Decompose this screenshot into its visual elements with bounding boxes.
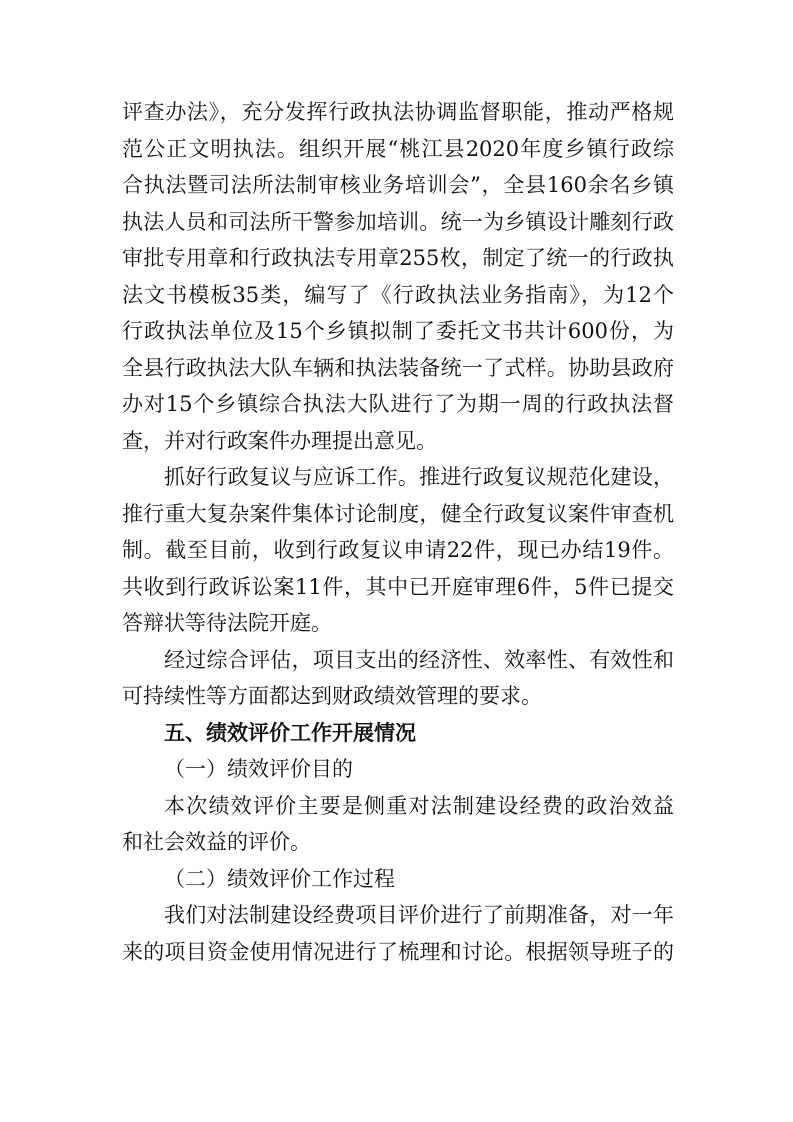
- text-line: 经过综合评估，项目支出的经济性、效率性、有效性和: [164, 647, 674, 672]
- text-line: 审批专用章和行政执法专用章255枚，制定了统一的行政执: [122, 246, 674, 270]
- text-line: 查，并对行政案件办理提出意见。: [122, 428, 437, 453]
- paragraph-2: [122, 459, 674, 642]
- text-line: 可持续性等方面都达到财政绩效管理的要求。: [122, 684, 542, 708]
- text-line: 我们对法制建设经费项目评价进行了前期准备，对一年: [164, 903, 674, 927]
- text-line: 范公正文明执法。组织开展“桃江县2020年度乡镇行政综: [122, 136, 674, 161]
- section-heading: 五、绩效评价工作开展情况: [164, 720, 416, 745]
- document-page: [122, 94, 674, 970]
- text-line: 本次绩效评价主要是侧重对法制建设经费的政治效益: [164, 793, 674, 818]
- text-line: 法文书模板35类，编写了《行政执法业务指南》，为12个: [122, 282, 674, 307]
- text-line: 办对15个乡镇综合执法大队进行了为期一周的行政执法督: [122, 392, 674, 416]
- subsection-heading-1: （一）绩效评价目的: [164, 757, 353, 781]
- text-line: 共收到行政诉讼案11件，其中已开庭审理6件，5件已提交: [122, 574, 674, 599]
- text-line: 抓好行政复议与应诉工作。推进行政复议规范化建设，: [164, 465, 674, 489]
- text-line: 行政执法单位及15个乡镇拟制了委托文书共计600份，为: [122, 319, 674, 343]
- text-line: 和社会效益的评价。: [122, 830, 311, 854]
- text-line: 执法人员和司法所干警参加培训。统一为乡镇设计雕刻行政: [122, 209, 674, 234]
- paragraph-5: [122, 897, 674, 970]
- text-line: 评查办法》，充分发挥行政执法协调监督职能，推动严格规: [122, 100, 674, 124]
- text-line: 制。截至目前，收到行政复议申请22件，现已办结19件。: [122, 538, 674, 562]
- text-line: 答辩状等待法院开庭。: [122, 611, 332, 635]
- text-line: 来的项目资金使用情况进行了梳理和讨论。根据领导班子的: [122, 939, 674, 964]
- paragraph-4: [122, 788, 674, 861]
- subsection-heading-2: （二）绩效评价工作过程: [164, 866, 395, 891]
- paragraph-1: [122, 94, 674, 459]
- text-line: 推行重大复杂案件集体讨论制度，健全行政复议案件审查机: [122, 501, 674, 526]
- paragraph-3: [122, 642, 674, 715]
- text-line: 全县行政执法大队车辆和执法装备统一了式样。协助县政府: [122, 355, 674, 380]
- text-line: 合执法暨司法所法制审核业务培训会”，全县160余名乡镇: [122, 173, 674, 197]
